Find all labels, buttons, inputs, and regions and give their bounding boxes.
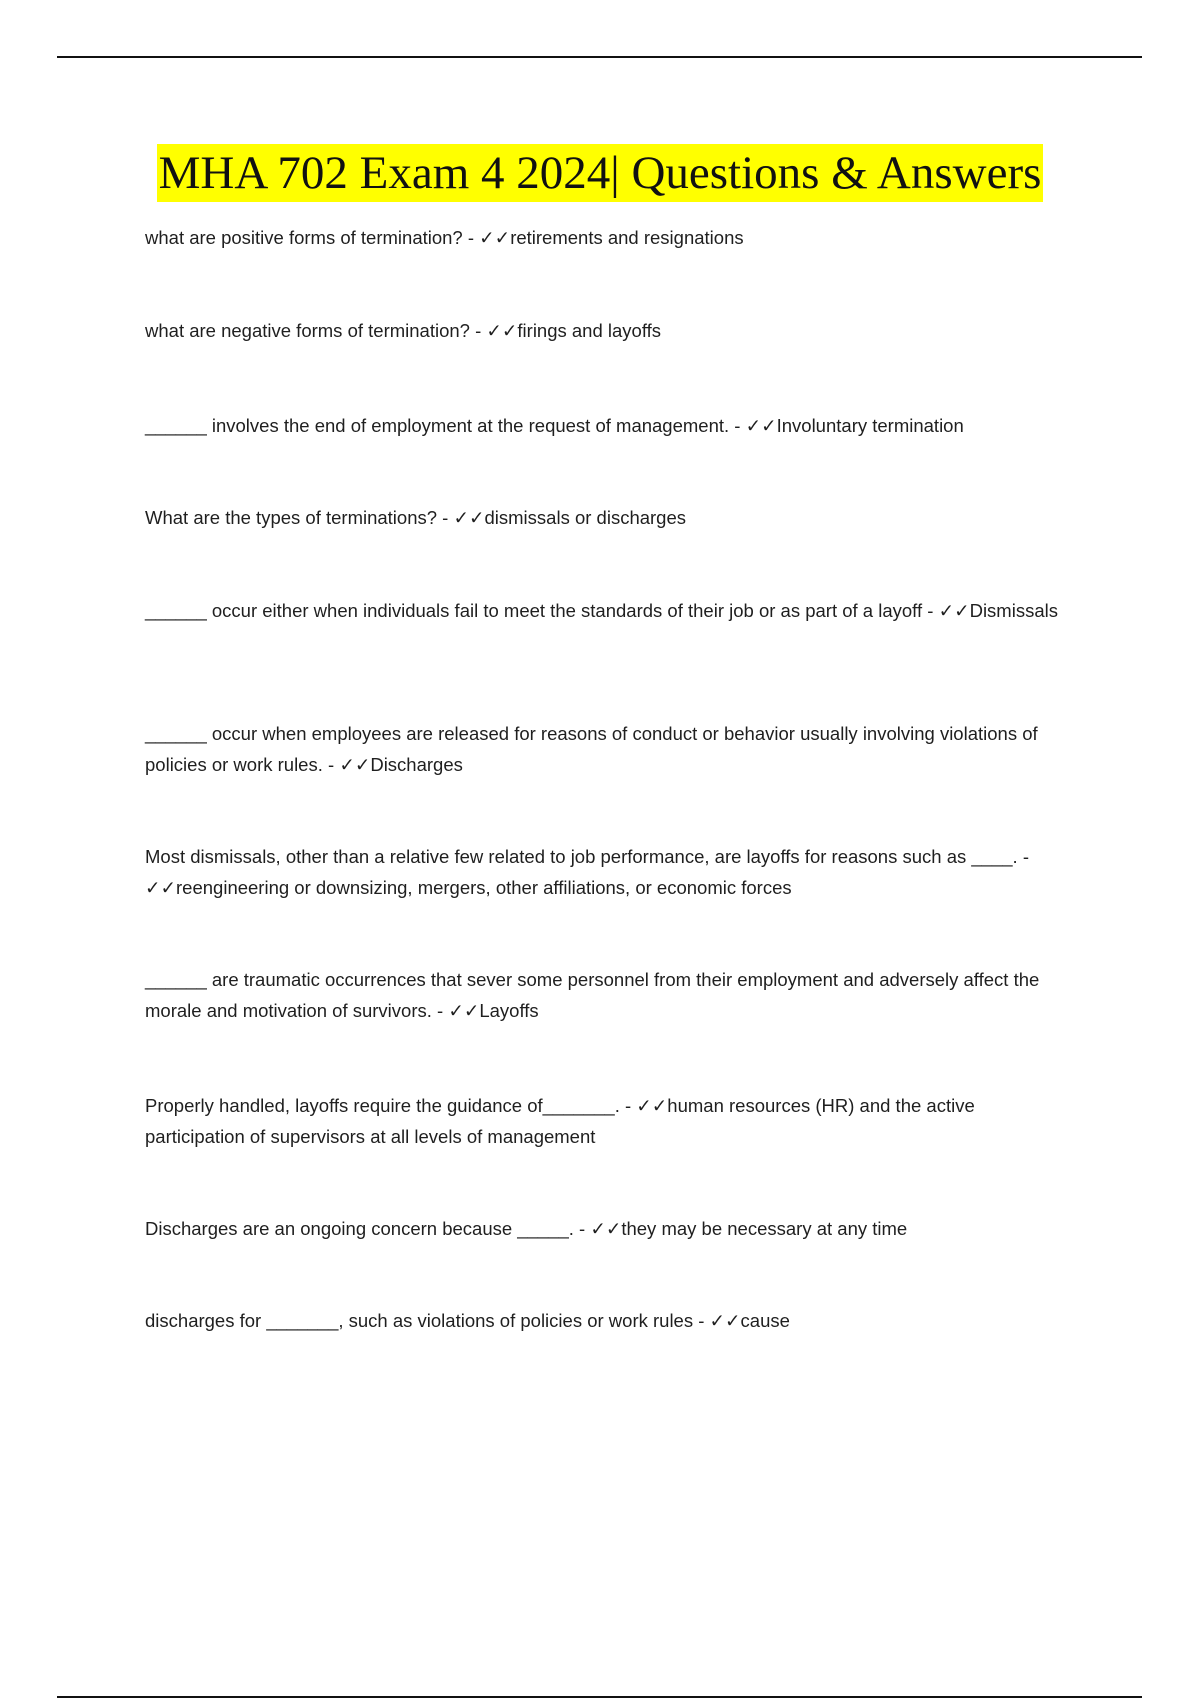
answer-text: Involuntary termination [776, 415, 964, 436]
question-text: Properly handled, layoffs require the guidance of_______. [145, 1095, 620, 1116]
checkmark-separator: - ✓✓ [469, 320, 518, 341]
answer-text: they may be necessary at any time [621, 1218, 908, 1239]
question-text: Discharges are an ongoing concern because _____. [145, 1218, 574, 1239]
checkmark-separator: - ✓✓ [729, 415, 777, 436]
answer-text: firings and layoffs [517, 320, 662, 341]
page-title: MHA 702 Exam 4 2024| Questions & Answers [157, 144, 1044, 202]
answer-text: dismissals or discharges [484, 507, 687, 528]
qa-item [145, 315, 1065, 346]
question-text: ______ involves the end of employment at the request of management. [145, 415, 730, 436]
answer-text: reengineering or downsizing, mergers, other affiliations, or economic forces [176, 877, 792, 898]
answer-text: human resources (HR) and the active participation of supervisors at all levels of management [145, 1095, 975, 1147]
qa-item [145, 410, 1065, 441]
qa-item [145, 841, 1065, 903]
top-rule [57, 56, 1142, 58]
checkmark-separator: - ✓✓ [619, 1095, 668, 1116]
question-text: discharges for _______, such as violations of policies or work rules [145, 1310, 694, 1331]
qa-item [145, 595, 1065, 626]
question-text: ______ are traumatic occurrences that sever some personnel from their employment and adversely affect the morale and motivation of survivors. [145, 969, 1040, 1021]
question-text: what are positive forms of termination? [145, 227, 463, 248]
question-text: ______ occur either when individuals fail to meet the standards of their job or as part of a layoff [145, 600, 923, 621]
question-text: what are negative forms of termination? [145, 320, 470, 341]
qa-item [145, 718, 1065, 780]
checkmark-separator: - ✓✓ [573, 1218, 622, 1239]
bottom-rule [57, 1696, 1142, 1698]
title-container [0, 144, 1200, 202]
answer-text: Layoffs [479, 1000, 539, 1021]
answer-text: Discharges [370, 754, 463, 775]
qa-item [145, 1305, 1065, 1336]
checkmark-separator: - ✓✓ [922, 600, 970, 621]
answer-text: cause [740, 1310, 790, 1331]
question-text: ______ occur when employees are released for reasons of conduct or behavior usually involving violations of policies or work rules. [145, 723, 1038, 775]
question-text: What are the types of terminations? [145, 507, 438, 528]
checkmark-separator: - ✓✓ [437, 507, 485, 528]
qa-item [145, 1090, 1065, 1152]
qa-item [145, 502, 1065, 533]
answer-text: Dismissals [969, 600, 1058, 621]
checkmark-separator: - ✓✓ [322, 754, 371, 775]
answer-text: retirements and resignations [510, 227, 744, 248]
qa-item [145, 222, 1065, 253]
checkmark-separator: - ✓✓ [145, 846, 1029, 898]
checkmark-separator: - ✓✓ [693, 1310, 741, 1331]
qa-item [145, 964, 1065, 1026]
checkmark-separator: - ✓✓ [431, 1000, 480, 1021]
checkmark-separator: - ✓✓ [462, 227, 511, 248]
question-text: Most dismissals, other than a relative few related to job performance, are layoffs for reasons such as ____. [145, 846, 1018, 867]
qa-item [145, 1213, 1065, 1244]
